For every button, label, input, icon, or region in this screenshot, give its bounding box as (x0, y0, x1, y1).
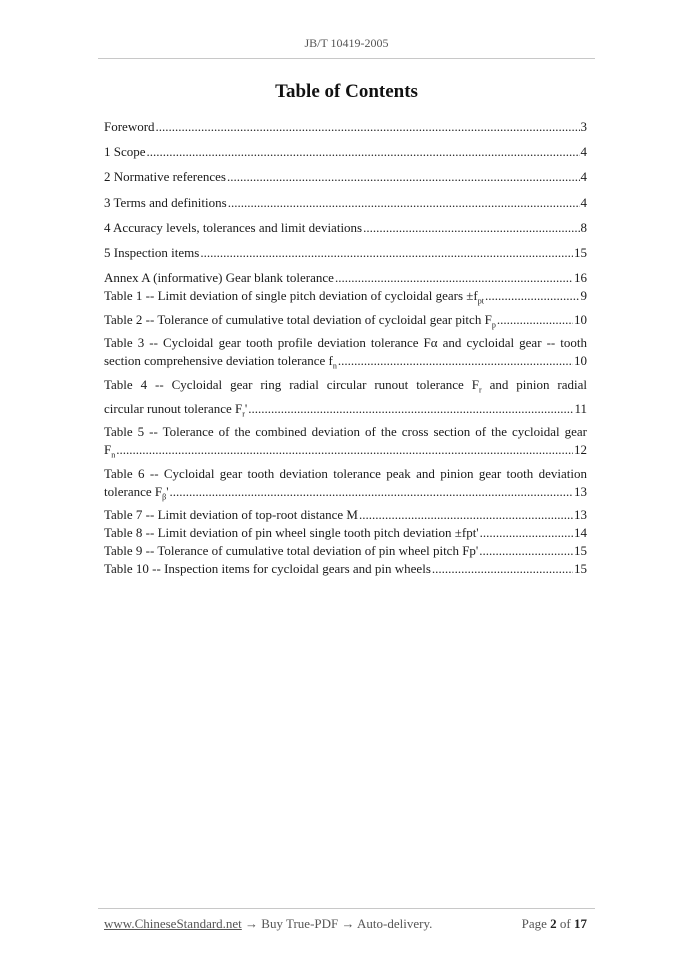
toc-leader-dots (248, 400, 573, 418)
buy-text: Buy True-PDF (258, 916, 342, 931)
toc-entry-label: Table 9 -- Tolerance of cumulative total deviation of pin wheel pitch Fp' (104, 543, 479, 559)
current-page: 2 (550, 916, 557, 931)
footer-divider (98, 908, 595, 909)
toc-entry-page: 8 (580, 219, 587, 235)
toc-leader-dots (156, 118, 580, 136)
toc-entry-label: Table 2 -- Tolerance of cumulative total deviation of cycloidal gear pitch $F_p$ (104, 311, 496, 330)
toc-entry-page: 10 (574, 311, 587, 327)
toc-entry-table-6[interactable] (104, 465, 587, 507)
toc-entry-terms[interactable] (104, 194, 587, 212)
toc-leader-dots (338, 352, 573, 370)
toc-entry-label: 1 Scope (104, 144, 146, 160)
toc-entry-page: 9 (580, 288, 587, 304)
toc-entry-table-1[interactable] (104, 287, 587, 311)
toc-entry-label: Table 3 -- Cycloidal gear tooth profile deviation tolerance Fα and cycloidal gear -- tooth (104, 335, 587, 351)
toc-entry-page: 4 (580, 169, 587, 185)
page-indicator: Page 2 of 17 (521, 916, 587, 931)
toc-entry-label: Table 5 -- Tolerance of the combined deviation of the cross section of the cycloidal gear (104, 424, 587, 440)
toc-entry-page: 11 (574, 400, 587, 416)
toc-entry-label: 4 Accuracy levels, tolerances and limit deviations (104, 219, 363, 235)
toc-leader-dots (116, 441, 573, 459)
toc-entry-label: Table 4 -- Cycloidal gear ring radial circular runout tolerance $F_r$ and pinion radial (104, 376, 587, 395)
toc-entry-page: 4 (580, 194, 587, 210)
document-header: JB/T 10419-2005 (304, 36, 389, 50)
header-divider (98, 58, 595, 59)
toc-entry-page: 12 (574, 442, 587, 458)
toc-entry-page: 13 (574, 507, 587, 523)
toc-entry-label-cont: circular runout tolerance $F_r'$ (104, 400, 248, 419)
toc-entry-label: Table 7 -- Limit deviation of top-root distance M (104, 507, 358, 523)
toc-entry-label: 3 Terms and definitions (104, 194, 227, 210)
toc-entry-table-10[interactable] (104, 560, 587, 578)
toc-entry-page: 16 (574, 270, 587, 286)
site-link[interactable]: www.ChineseStandard.net (104, 916, 242, 931)
toc-entry-annex-a[interactable] (104, 269, 587, 287)
toc-entry-page: 3 (580, 119, 587, 134)
toc-entry-label: Table 1 -- Limit deviation of single pitch deviation of cycloidal gears $\pm f_{pt}$ (104, 288, 484, 306)
table-of-contents (104, 118, 587, 578)
toc-entry-table-2[interactable] (104, 311, 587, 335)
toc-entry-label: Table 10 -- Inspection items for cycloidal gears and pin wheels (104, 561, 431, 577)
toc-leader-dots (432, 560, 573, 578)
toc-entry-label-cont: section comprehensive deviation tolerance $f_n$ (104, 353, 337, 371)
toc-entry-label: Table 6 -- Cycloidal gear tooth deviation tolerance peak and pinion gear tooth deviation (104, 465, 587, 481)
toc-leader-dots (359, 506, 573, 524)
auto-delivery-text: Auto-delivery. (354, 916, 433, 931)
toc-entry-table-8[interactable] (104, 524, 587, 542)
toc-entry-label: Table 8 -- Limit deviation of pin wheel single tooth pitch deviation ±fpt' (104, 525, 479, 541)
total-pages: 17 (574, 916, 587, 931)
toc-leader-dots (480, 524, 573, 542)
toc-entry-accuracy-levels[interactable] (104, 219, 587, 237)
toc-entry-label: Annex A (informative) Gear blank tolerance (104, 270, 334, 286)
toc-entry-inspection-items[interactable] (104, 244, 587, 262)
toc-leader-dots (147, 143, 580, 161)
toc-entry-foreword[interactable] (104, 118, 587, 136)
toc-entry-table-5[interactable] (104, 423, 587, 465)
toc-entry-label-cont: $F_n$ (104, 442, 116, 460)
toc-entry-page: 10 (574, 353, 587, 369)
toc-leader-dots (335, 269, 573, 287)
toc-leader-dots (497, 311, 573, 329)
toc-entry-table-3[interactable] (104, 334, 587, 376)
toc-entry-table-7[interactable] (104, 506, 587, 524)
toc-entry-label: 2 Normative references (104, 169, 226, 185)
toc-entry-page: 15 (574, 244, 587, 260)
footer-promo (104, 916, 432, 932)
arrow-icon: → (245, 916, 259, 931)
toc-entry-page: 4 (580, 144, 587, 160)
toc-entry-page: 15 (574, 561, 587, 577)
toc-entry-label: Foreword (104, 119, 155, 134)
toc-leader-dots (227, 168, 580, 186)
toc-entry-normative-references[interactable] (104, 168, 587, 186)
toc-leader-dots (200, 244, 573, 262)
toc-leader-dots (485, 287, 580, 305)
toc-entry-table-4[interactable] (104, 376, 587, 423)
toc-leader-dots (228, 194, 580, 212)
toc-leader-dots (170, 483, 573, 501)
toc-leader-dots (363, 219, 579, 237)
toc-entry-page: 15 (574, 543, 587, 559)
toc-leader-dots (479, 542, 573, 560)
toc-entry-label-cont: tolerance $F_\beta'$ (104, 483, 169, 502)
toc-entry-label: 5 Inspection items (104, 244, 200, 260)
toc-entry-scope[interactable] (104, 143, 587, 161)
arrow-icon: → (341, 916, 355, 931)
toc-entry-table-9[interactable] (104, 542, 587, 560)
toc-entry-page: 13 (574, 483, 587, 499)
toc-entry-page: 14 (574, 525, 587, 541)
page-title: Table of Contents (275, 81, 418, 102)
